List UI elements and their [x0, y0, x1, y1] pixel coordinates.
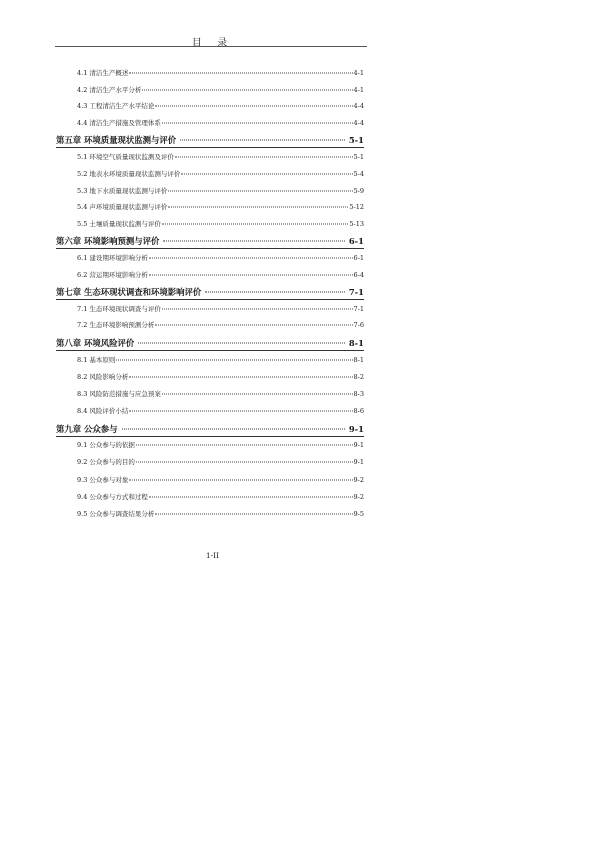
toc-entry-page-number: 6-1 — [353, 254, 364, 262]
toc-entry-page-number: 5-9 — [353, 187, 364, 195]
toc-entry-page-number: 5-13 — [349, 220, 364, 228]
toc-chapter-entry[interactable] — [56, 337, 364, 349]
chapter-underline — [56, 147, 364, 148]
page-footer-number: 1-II — [205, 551, 220, 560]
toc-entry-label: 5.4 声环境质量现状监测与评价 — [77, 203, 168, 211]
toc-entry-label: 8.4 风险评价小结 — [77, 407, 129, 415]
toc-leader-dots — [149, 275, 353, 276]
toc-entry-label: 7.2 生态环境影响预测分析 — [77, 321, 155, 329]
toc-leader-dots — [155, 325, 352, 326]
toc-section-entry[interactable] — [77, 355, 364, 365]
toc-entry-label: 8.2 风险影响分析 — [77, 373, 129, 381]
toc-leader-dots — [168, 191, 352, 192]
toc-leader-dots — [168, 207, 348, 208]
toc-entry-label: 9.3 公众参与对象 — [77, 476, 129, 484]
toc-entry-page-number: 5-1 — [353, 153, 364, 161]
toc-section-entry[interactable] — [77, 202, 364, 212]
toc-entry-label: 9.1 公众参与的依据 — [77, 441, 135, 449]
toc-leader-dots — [175, 157, 353, 158]
toc-entry-page-number: 6-1 — [348, 236, 364, 246]
toc-entry-label: 9.5 公众参与调查结果分析 — [77, 510, 155, 518]
toc-leader-dots — [162, 123, 353, 124]
toc-section-entry[interactable] — [77, 219, 364, 229]
toc-chapter-entry[interactable] — [56, 134, 364, 146]
toc-entry-label: 8.1 基本原则 — [77, 356, 116, 364]
toc-entry-label: 9.2 公众参与的目的 — [77, 458, 135, 466]
toc-entry-label: 6.2 营运期环境影响分析 — [77, 271, 148, 279]
toc-entry-page-number: 7-1 — [348, 287, 364, 297]
chapter-underline — [56, 248, 364, 249]
toc-header-title: 目 录 — [191, 38, 234, 49]
toc-leader-dots — [162, 309, 353, 310]
toc-leader-dots — [163, 241, 344, 242]
toc-leader-dots — [129, 411, 352, 412]
toc-section-entry[interactable] — [77, 457, 364, 467]
toc-entry-page-number: 8-3 — [353, 390, 364, 398]
toc-section-entry[interactable] — [77, 320, 364, 330]
toc-entry-label: 8.3 风险防范措施与应急预案 — [77, 390, 161, 398]
toc-leader-dots — [205, 292, 345, 293]
toc-section-entry[interactable] — [77, 152, 364, 162]
toc-leader-dots — [129, 480, 352, 481]
toc-section-entry[interactable] — [77, 68, 364, 78]
toc-section-entry[interactable] — [77, 118, 364, 128]
chapter-underline — [56, 436, 364, 437]
toc-entry-label: 9.4 公众参与方式和过程 — [77, 493, 148, 501]
toc-entry-label: 第五章 环境质量现状监测与评价 — [56, 135, 177, 145]
toc-entry-page-number: 7-6 — [353, 321, 364, 329]
toc-leader-dots — [162, 224, 348, 225]
header-rule — [55, 46, 367, 47]
toc-leader-dots — [162, 394, 353, 395]
toc-entry-page-number: 5-12 — [349, 203, 364, 211]
toc-leader-dots — [180, 140, 345, 141]
toc-leader-dots — [122, 429, 345, 430]
toc-section-entry[interactable] — [77, 509, 364, 519]
toc-entry-label: 第七章 生态环现状调查和环境影响评价 — [56, 287, 202, 297]
toc-section-entry[interactable] — [77, 186, 364, 196]
toc-leader-dots — [149, 258, 353, 259]
toc-entry-label: 5.5 土壤质量现状监测与评价 — [77, 220, 161, 228]
toc-entry-label: 5.1 环境空气质量现状监测及评价 — [77, 153, 174, 161]
toc-section-entry[interactable] — [77, 85, 364, 95]
toc-entry-page-number: 9-1 — [348, 424, 364, 434]
toc-leader-dots — [116, 360, 352, 361]
toc-entry-label: 5.3 地下水质量现状监测与评价 — [77, 187, 168, 195]
toc-leader-dots — [136, 462, 353, 463]
toc-entry-label: 6.1 建设期环境影响分析 — [77, 254, 148, 262]
toc-entry-page-number: 8-1 — [353, 356, 364, 364]
chapter-underline — [56, 299, 364, 300]
toc-entry-page-number: 9-5 — [353, 510, 364, 518]
toc-entry-page-number: 9-1 — [353, 458, 364, 466]
toc-section-entry[interactable] — [77, 253, 364, 263]
toc-entry-page-number: 8-2 — [353, 373, 364, 381]
toc-entry-label: 4.2 清洁生产水平分析 — [77, 86, 142, 94]
toc-entry-page-number: 4-1 — [353, 86, 364, 94]
toc-section-entry[interactable] — [77, 304, 364, 314]
toc-entry-label: 第九章 公众参与 — [56, 424, 118, 434]
toc-entry-page-number: 8-6 — [353, 407, 364, 415]
toc-section-entry[interactable] — [77, 372, 364, 382]
toc-entry-page-number: 6-4 — [353, 271, 364, 279]
toc-leader-dots — [155, 514, 352, 515]
toc-entry-label: 5.2 地表水环境质量现状监测与评价 — [77, 170, 181, 178]
toc-leader-dots — [181, 174, 352, 175]
toc-entry-label: 第八章 环境风险评价 — [56, 338, 135, 348]
toc-chapter-entry[interactable] — [56, 423, 364, 435]
toc-entry-page-number: 5-4 — [353, 170, 364, 178]
toc-leader-dots — [129, 73, 352, 74]
toc-leader-dots — [142, 90, 352, 91]
toc-leader-dots — [149, 497, 353, 498]
toc-chapter-entry[interactable] — [56, 235, 364, 247]
toc-section-entry[interactable] — [77, 492, 364, 502]
toc-section-entry[interactable] — [77, 475, 364, 485]
toc-section-entry[interactable] — [77, 101, 364, 111]
toc-entry-page-number: 8-1 — [348, 338, 364, 348]
toc-section-entry[interactable] — [77, 389, 364, 399]
chapter-underline — [56, 350, 364, 351]
toc-entry-page-number: 5-1 — [348, 135, 364, 145]
toc-entry-page-number: 4-4 — [353, 119, 364, 127]
toc-entry-label: 4.3 工程清洁生产水平结论 — [77, 102, 155, 110]
toc-entry-page-number: 4-1 — [353, 69, 364, 77]
toc-section-entry[interactable] — [77, 169, 364, 179]
toc-entry-page-number: 9-2 — [353, 476, 364, 484]
toc-section-entry[interactable] — [77, 440, 364, 450]
toc-section-entry[interactable] — [77, 406, 364, 416]
toc-chapter-entry[interactable] — [56, 286, 364, 298]
toc-entry-page-number: 9-2 — [353, 493, 364, 501]
toc-leader-dots — [155, 106, 352, 107]
toc-entry-label: 4.4 清洁生产措施及管理体系 — [77, 119, 161, 127]
toc-leader-dots — [129, 377, 352, 378]
toc-entry-page-number: 9-1 — [353, 441, 364, 449]
toc-entry-label: 4.1 清洁生产概述 — [77, 69, 129, 77]
toc-leader-dots — [136, 445, 353, 446]
toc-leader-dots — [138, 343, 345, 344]
toc-entry-label: 7.1 生态环境现状调查与评价 — [77, 305, 161, 313]
toc-section-entry[interactable] — [77, 270, 364, 280]
toc-entry-page-number: 7-1 — [353, 305, 364, 313]
toc-entry-page-number: 4-4 — [353, 102, 364, 110]
toc-entry-label: 第六章 环境影响预测与评价 — [56, 236, 160, 246]
